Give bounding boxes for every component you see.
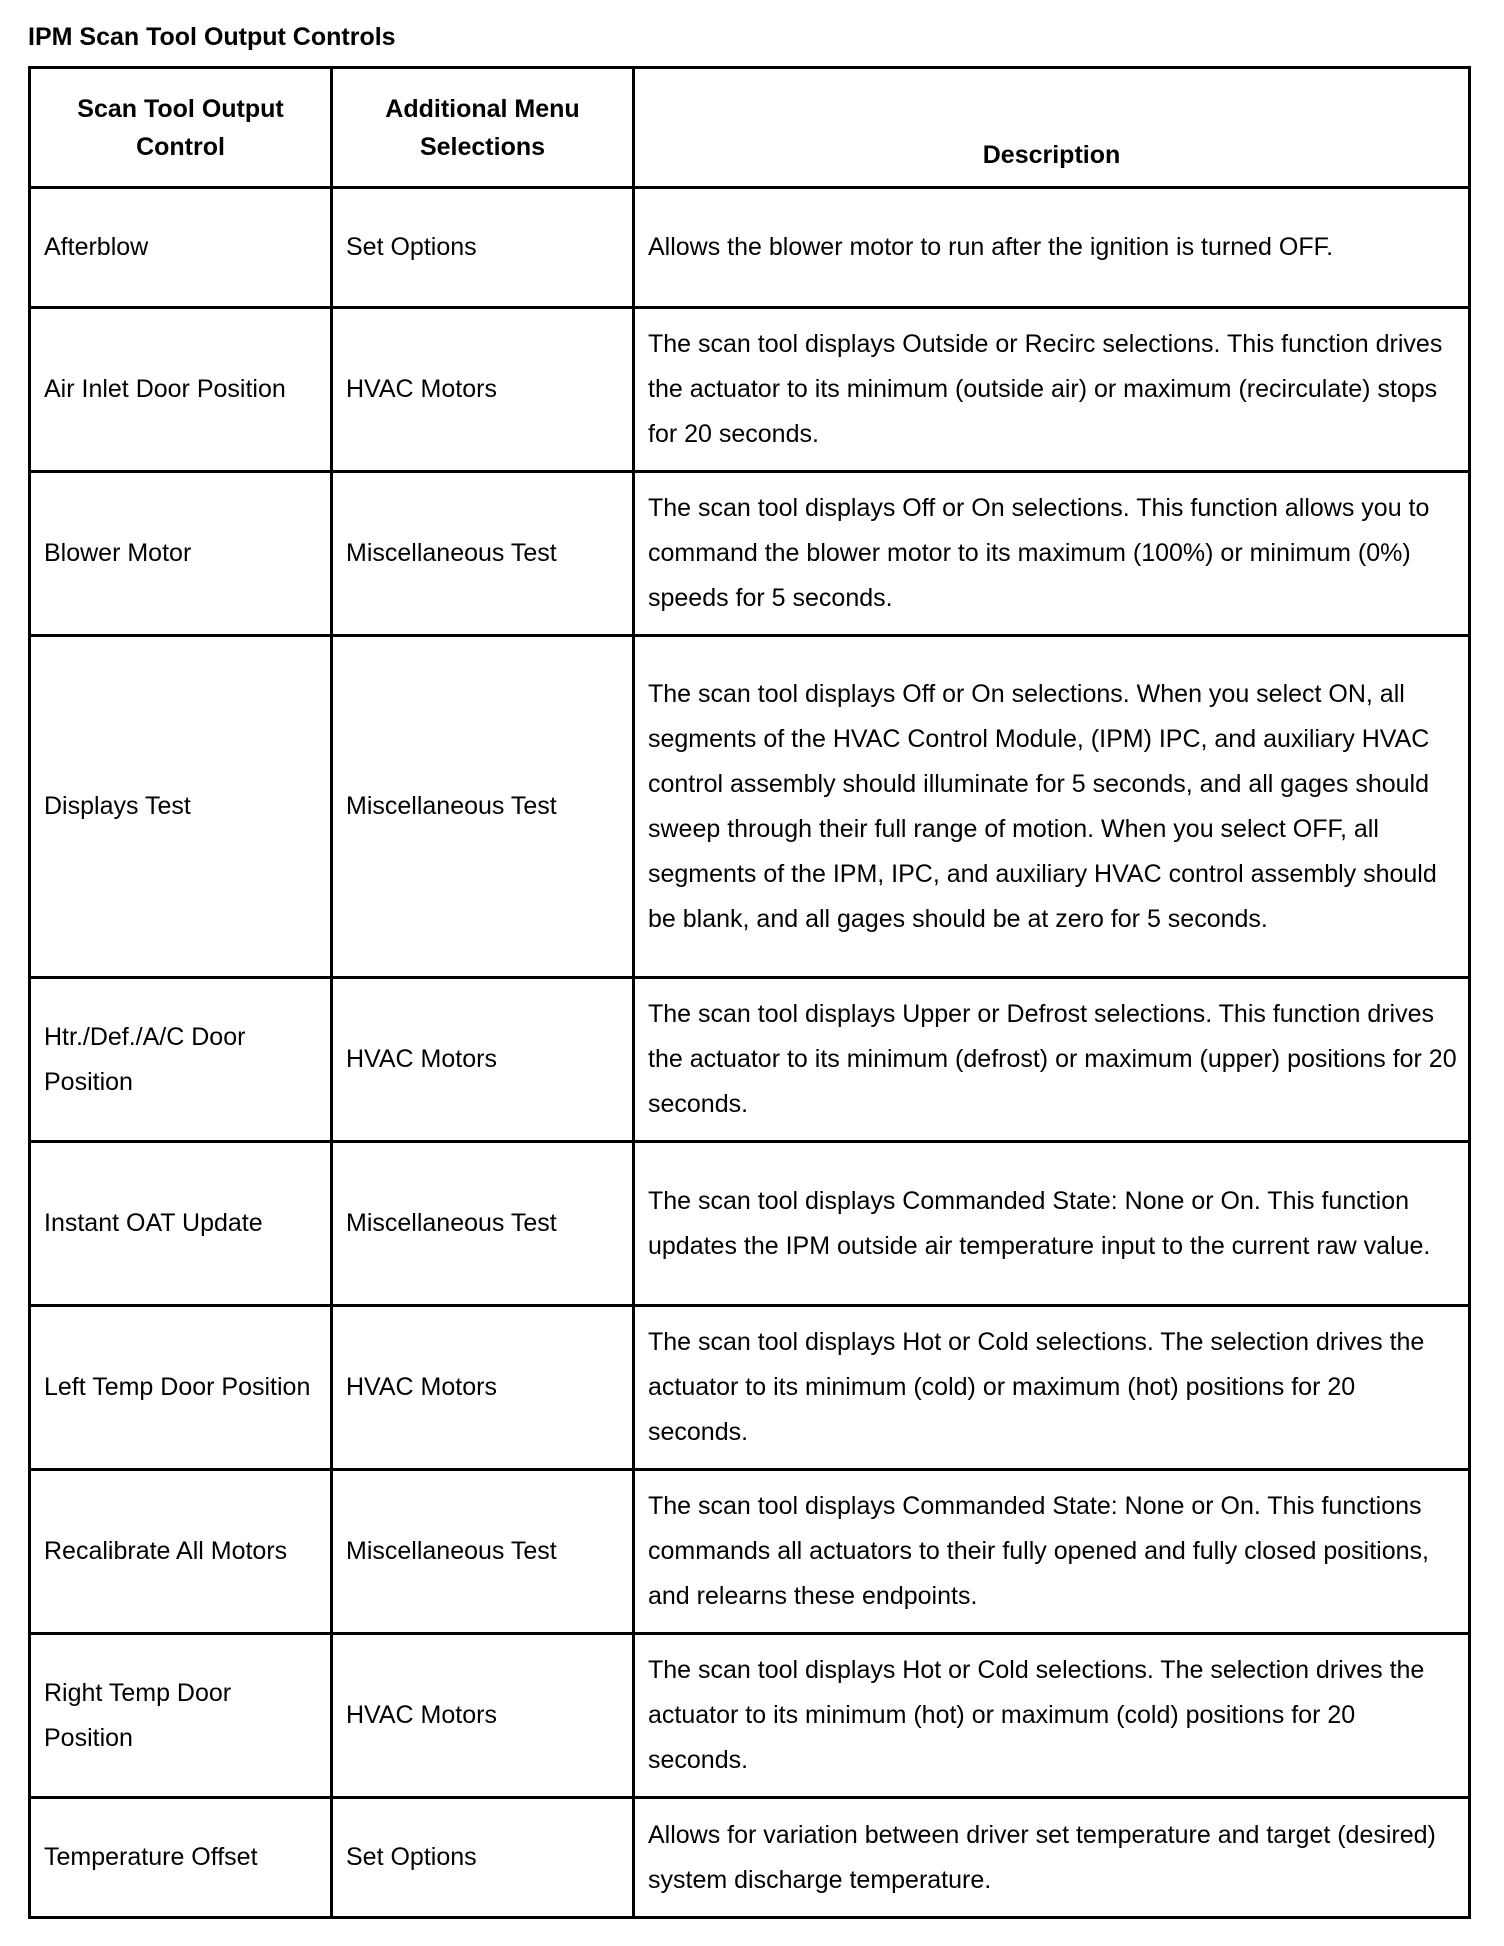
description-cell: The scan tool displays Upper or Defrost selections. This function drives the actuator to its minimum (defrost) or maximum (upper) positions for 20 seconds. xyxy=(634,978,1470,1142)
menu-cell: HVAC Motors xyxy=(332,1306,634,1470)
output-controls-table xyxy=(28,66,1471,1919)
description-cell: The scan tool displays Hot or Cold selections. The selection drives the actuator to its minimum (cold) or maximum (hot) positions for 20 seconds. xyxy=(634,1306,1470,1470)
menu-cell: Set Options xyxy=(332,188,634,308)
description-cell: The scan tool displays Outside or Recirc selections. This function drives the actuator to its minimum (outside air) or maximum (recirculate) stops for 20 seconds. xyxy=(634,308,1470,472)
menu-cell: Miscellaneous Test xyxy=(332,472,634,636)
menu-cell: Set Options xyxy=(332,1798,634,1918)
description-cell: The scan tool displays Off or On selections. This function allows you to command the blower motor to its maximum (100%) or minimum (0%) speeds for 5 seconds. xyxy=(634,472,1470,636)
menu-cell: HVAC Motors xyxy=(332,1634,634,1798)
table-row xyxy=(30,1142,1470,1306)
header-description: Description xyxy=(634,68,1470,188)
menu-cell: HVAC Motors xyxy=(332,308,634,472)
control-cell: Htr./Def./A/C Door Position xyxy=(30,978,332,1142)
control-cell: Afterblow xyxy=(30,188,332,308)
header-additional-menu-selections: Additional Menu Selections xyxy=(332,68,634,188)
page-title: IPM Scan Tool Output Controls xyxy=(28,23,396,51)
table-row xyxy=(30,636,1470,978)
menu-cell: Miscellaneous Test xyxy=(332,636,634,978)
control-cell: Air Inlet Door Position xyxy=(30,308,332,472)
menu-cell: HVAC Motors xyxy=(332,978,634,1142)
description-cell: Allows for variation between driver set temperature and target (desired) system discharge temperature. xyxy=(634,1798,1470,1918)
description-cell: The scan tool displays Hot or Cold selections. The selection drives the actuator to its minimum (hot) or maximum (cold) positions for 20 seconds. xyxy=(634,1634,1470,1798)
description-cell: The scan tool displays Off or On selections. When you select ON, all segments of the HVAC Control Module, (IPM) IPC, and auxiliary HVAC control assembly should illuminate for 5 seconds, and all gages should sweep through their full range of motion. When you select OFF, all segments of the IPM, IPC, and auxiliary HVAC control assembly should be blank, and all gages should be at zero for 5 seconds. xyxy=(634,636,1470,978)
description-cell: Allows the blower motor to run after the ignition is turned OFF. xyxy=(634,188,1470,308)
menu-cell: Miscellaneous Test xyxy=(332,1142,634,1306)
table-header-row xyxy=(30,68,1470,188)
control-cell: Left Temp Door Position xyxy=(30,1306,332,1470)
control-cell: Right Temp Door Position xyxy=(30,1634,332,1798)
header-scan-tool-output-control: Scan Tool Output Control xyxy=(30,68,332,188)
control-cell: Blower Motor xyxy=(30,472,332,636)
table-row xyxy=(30,1306,1470,1470)
table-row xyxy=(30,1634,1470,1798)
table-row xyxy=(30,1470,1470,1634)
table-row xyxy=(30,308,1470,472)
control-cell: Displays Test xyxy=(30,636,332,978)
table-row xyxy=(30,978,1470,1142)
description-cell: The scan tool displays Commanded State: None or On. This functions commands all actuators to their fully opened and fully closed positions, and relearns these endpoints. xyxy=(634,1470,1470,1634)
table-row xyxy=(30,1798,1470,1918)
menu-cell: Miscellaneous Test xyxy=(332,1470,634,1634)
control-cell: Temperature Offset xyxy=(30,1798,332,1918)
table-row xyxy=(30,188,1470,308)
description-cell: The scan tool displays Commanded State: None or On. This function updates the IPM outside air temperature input to the current raw value. xyxy=(634,1142,1470,1306)
control-cell: Instant OAT Update xyxy=(30,1142,332,1306)
control-cell: Recalibrate All Motors xyxy=(30,1470,332,1634)
table-row xyxy=(30,472,1470,636)
